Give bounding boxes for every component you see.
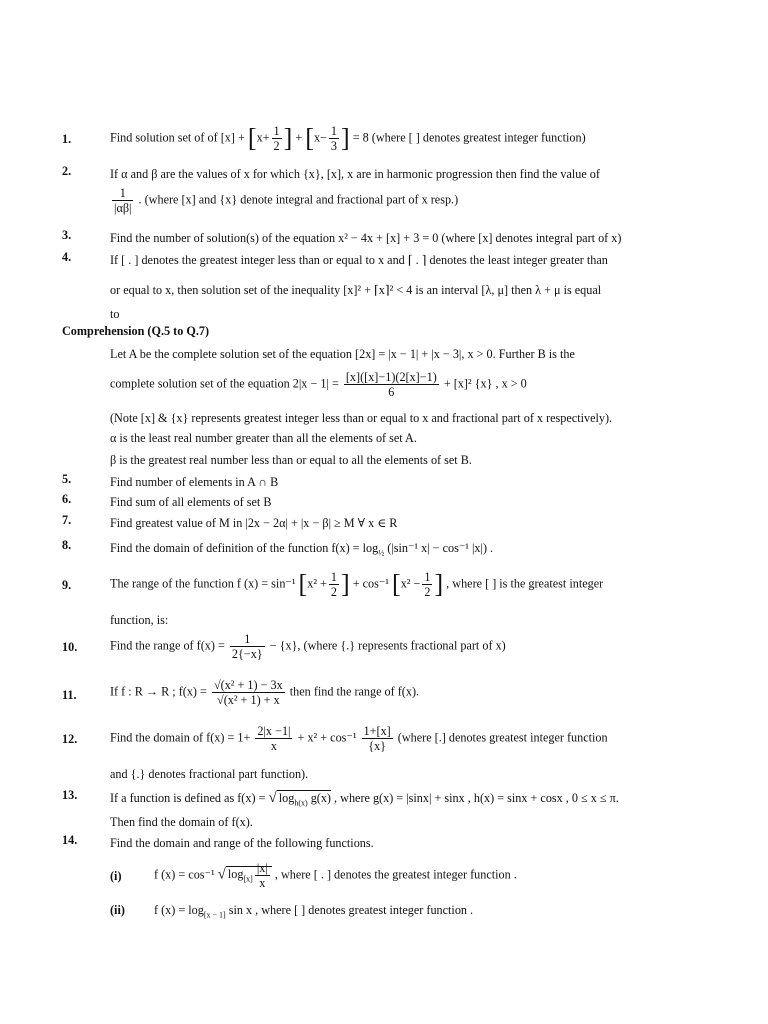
question-text: The range of the function f (x) = sin⁻¹: [110, 576, 296, 591]
question-text: Find the domain of f(x) = 1+: [110, 730, 251, 745]
question-number: 5.: [62, 472, 72, 486]
question-number: 2.: [62, 164, 72, 178]
question-number: 7.: [62, 513, 72, 527]
question-text: Find solution set of of [x] +: [110, 130, 245, 145]
question-text: Find the domain of definition of the function f(x) = log: [110, 541, 379, 555]
worksheet-page: 1. Find solution set of of [x] + [x+ $\frac{1}{2}$ ] + [x− $\frac{1}{3}$ ] = 8 (where [ ] denotes greatest integer function) 2. If α and β are the values of x for which {x}, [x], x are in harmonic progression then find the value of $\frac{1}{|\alpha\beta|}$ . (where [x] and {x} denote integral and fractional part of x resp.) 3. Find the number of solution(s) of the equation x² − 4x + [x] + 3 = 0 (where [x] denotes integral part of x) 4. If [ . ] denotes the greatest integer less than or equal to x and ⌈ . ⌉ denotes the least integer greater than or equal to x, then solution set of the inequality [x]² + ⌈x⌉² < 4 is an interval [λ, μ] then λ + μ is equal to Comprehension (Q.5 to Q.7) Let A be the complete solution set of the equation [2x] = |x − 1| + |x − 3|, x > 0. Further B is the complete solution set of the equation 2|x − 1| = $\frac{[x]([x]-1)(2[x]-1)}{6}$ + [x]² {x} , x > 0 (Note [x] & {x} represents greatest integer less than or equal to x and fractional part of x respectively). α is the least real number greater than all the elements of set A. β is the greatest real number less than or equal to all the elements of set B. 5. Find number of elements in A ∩ B 6. Find sum of all elements of set B 7. Find greatest value of M in |2x − 2α| + |x − β| ≥ M ∀ x ∈ R 8. Find the domain of definition of the function $f(x) = \log_{\frac{1}{2}} (|\sin^{-1}$ x| − cos⁻¹ |x|) . 9. The range of the function f (x) = sin⁻¹ [x² + $\frac{1}{2}$ ] + cos⁻¹ [x² − $\frac{1}{2}$ ] , where [ ] is the greatest integer function, is: 10. Find the range of f(x) = $\frac{1}{2\{-x\}}$ − {x}, (where {.} represents fractional part of x) 11. If f : R → R ; f(x) = $\frac{\text{√(x² + 1) − 3x}}{\text{√(x² + 1) + x}}$ then find the range of f(x). 12. Find the domain of f(x) = 1+ $\frac{2|x -1|}{x}$ + x² + cos⁻¹ $\frac{1+[x]}{\{x\}}$ (where [.] denotes greatest integer function and {.} denotes fractional part function). 13. If a function is defined as f(x) = √ $\log_{h(x)} g(x)$ , where g(x) = |sinx| + sinx , h(x) = sinx + cosx , 0 ≤ x ≤ π. Then find the domain of f(x). 14. Find the domain and range of the following functions. (i) f (x) = cos⁻¹ √ $\log_{[x]}$ $\frac{|x|}{x}$ , where [ . ] denotes the greatest integer function . (ii) f $(x) = \log_{[x - 1]} \sin x$ , where [ ] denotes greatest integer function .: [0, 0, 768, 1024]
subpart-ii: f $(x) = \log_{[x - 1]} \sin x$ , where [ ] denotes greatest integer function .: [154, 903, 474, 920]
question-number: 6.: [62, 492, 72, 506]
question-number: 8.: [62, 538, 72, 552]
question-text: If a function is defined as f(x) =: [110, 791, 266, 805]
section-heading: Comprehension (Q.5 to Q.7): [62, 324, 210, 338]
question-number: 12.: [62, 732, 78, 746]
question-number: 1.: [62, 132, 72, 146]
question-text: Find sum of all elements of set B: [110, 495, 272, 509]
question-text: If [ . ] denotes the greatest integer less than or equal to x and ⌈ . ⌉ denotes the least integer greater than: [110, 253, 608, 267]
subpart-label: (i): [110, 869, 122, 883]
question-text: Find the domain and range of the following functions.: [110, 836, 374, 850]
question-number: 11.: [62, 688, 77, 702]
question-text: If f : R → R ; f(x) =: [110, 684, 207, 699]
question-number: 9.: [62, 578, 72, 592]
question-text: Find greatest value of M in |2x − 2α| + |x − β| ≥ M ∀ x ∈ R: [110, 516, 398, 530]
question-number: 10.: [62, 640, 78, 654]
question-text: Find number of elements in A ∩ B: [110, 475, 279, 489]
question-number: 3.: [62, 228, 72, 242]
subpart-i: f (x) = cos⁻¹ √ $\log_{[x]}$ $\frac{|x|}{x}$ , where [ . ] denotes the greatest integer function .: [154, 861, 517, 890]
question-number: 13.: [62, 788, 78, 802]
question-text: Find the range of f(x) =: [110, 638, 225, 653]
question-number: 4.: [62, 250, 72, 264]
question-text: If α and β are the values of x for which {x}, [x], x are in harmonic progression then find the value of: [110, 167, 600, 181]
question-text: Find the number of solution(s) of the equation x² − 4x + [x] + 3 = 0 (where [x] denotes integral part of x): [110, 231, 622, 245]
question-number: 14.: [62, 833, 78, 847]
subpart-label: (ii): [110, 903, 125, 917]
